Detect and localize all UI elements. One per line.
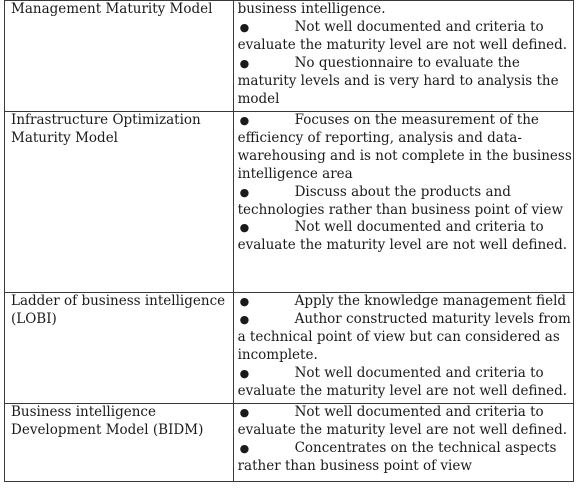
description-text: warehousing and is not complete in the business bbox=[237, 147, 572, 164]
description-line bbox=[238, 202, 569, 220]
description-text: a technical point of view but can considered as bbox=[237, 328, 560, 345]
model-name-cell bbox=[5, 293, 234, 404]
description-text: Discuss about the products and bbox=[294, 183, 511, 200]
bullet-icon: ● bbox=[239, 406, 250, 419]
bullet-item bbox=[238, 19, 569, 37]
description-line bbox=[238, 73, 569, 91]
description-line bbox=[238, 166, 569, 184]
description-text: Not well documented and criteria to bbox=[294, 364, 544, 381]
description-line bbox=[238, 329, 569, 347]
description-text: evaluate the maturity level are not well defined. bbox=[237, 237, 568, 254]
model-description-cell bbox=[233, 112, 573, 293]
description-text: maturity levels and is very hard to analysis the bbox=[237, 72, 559, 89]
description-text: No questionnaire to evaluate the bbox=[294, 54, 520, 71]
description-text: evaluate the maturity level are not well defined. bbox=[237, 421, 568, 438]
model-name-line: Infrastructure Optimization bbox=[11, 112, 201, 128]
model-description-cell bbox=[233, 1, 573, 112]
model-name-line: Ladder of business intelligence bbox=[11, 293, 226, 309]
description-text: technologies rather than business point of view bbox=[237, 201, 564, 218]
bullet-item bbox=[238, 404, 569, 422]
table-row bbox=[5, 404, 574, 482]
description-line bbox=[238, 347, 569, 365]
description-text: efficiency of reporting, analysis and data- bbox=[237, 129, 522, 146]
bullet-item bbox=[238, 55, 569, 73]
description-text: evaluate the maturity level are not well defined. bbox=[237, 36, 568, 53]
bullet-icon: ● bbox=[239, 185, 250, 199]
description-line bbox=[238, 130, 569, 148]
model-name-cell bbox=[5, 112, 234, 293]
model-description-cell bbox=[233, 293, 573, 404]
description-line bbox=[238, 422, 569, 440]
model-description-cell bbox=[233, 404, 573, 482]
table-row bbox=[5, 1, 574, 112]
description-text: Apply the knowledge management field bbox=[294, 293, 567, 309]
description-line bbox=[238, 37, 569, 55]
description-line bbox=[238, 458, 569, 476]
model-name-line: Maturity Model bbox=[11, 129, 119, 146]
description-text: Not well documented and criteria to bbox=[294, 404, 544, 420]
bullet-icon: ● bbox=[239, 312, 250, 326]
bullet-icon: ● bbox=[239, 20, 250, 34]
table-row bbox=[5, 293, 574, 404]
model-name-line: Management Maturity Model bbox=[11, 1, 213, 17]
description-text: evaluate the maturity level are not well defined. bbox=[237, 382, 568, 399]
bullet-item bbox=[238, 365, 569, 383]
description-text: Author constructed maturity levels from bbox=[294, 310, 571, 327]
description-text: Not well documented and criteria to bbox=[294, 18, 544, 35]
bullet-item bbox=[238, 440, 569, 458]
description-line bbox=[238, 237, 569, 255]
bullet-item bbox=[238, 219, 569, 237]
model-name-cell bbox=[5, 404, 234, 482]
bullet-icon: ● bbox=[239, 56, 250, 70]
description-text: Concentrates on the technical aspects bbox=[294, 439, 557, 456]
table-body bbox=[5, 1, 574, 482]
description-text: rather than business point of view bbox=[237, 457, 472, 474]
bullet-item bbox=[238, 112, 569, 130]
description-text: business intelligence. bbox=[237, 1, 386, 17]
bullet-icon: ● bbox=[239, 221, 250, 235]
description-line bbox=[238, 91, 569, 109]
description-text: incomplete. bbox=[237, 346, 318, 363]
bullet-item bbox=[238, 311, 569, 329]
description-line bbox=[238, 383, 569, 401]
model-name-cell bbox=[5, 1, 234, 112]
description-text: Not well documented and criteria to bbox=[294, 219, 544, 236]
model-name-line: Development Model (BIDM) bbox=[11, 421, 204, 438]
description-line bbox=[237, 147, 572, 166]
model-name-line: (LOBI) bbox=[11, 310, 57, 327]
maturity-models-table bbox=[4, 0, 574, 482]
bullet-icon: ● bbox=[239, 366, 250, 380]
table-row bbox=[5, 112, 574, 293]
bullet-item bbox=[238, 293, 569, 311]
description-text: model bbox=[237, 90, 280, 107]
bullet-item bbox=[238, 184, 569, 202]
description-text: intelligence area bbox=[237, 165, 353, 182]
description-line bbox=[238, 1, 569, 19]
description-text: Focuses on the measurement of the bbox=[294, 112, 539, 128]
bullet-icon: ● bbox=[239, 441, 250, 455]
bullet-icon: ● bbox=[239, 114, 250, 127]
bullet-icon: ● bbox=[239, 295, 250, 308]
model-name-line: Business intelligence bbox=[11, 404, 156, 420]
